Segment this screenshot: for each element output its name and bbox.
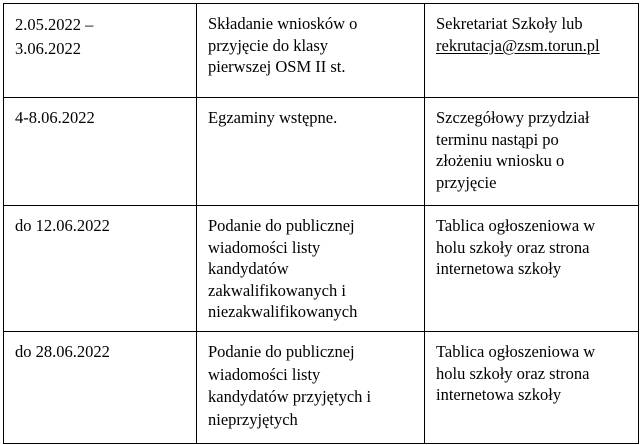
action-cell: Podanie do publicznej wiadomości listy kandydatów zakwalifikowanych i niezakwalifikowanych (197, 206, 425, 332)
date-cell: 2.05.2022 – 3.06.2022 (4, 4, 197, 98)
recruitment-schedule-table (3, 3, 639, 444)
action-cell: Składanie wniosków o przyjęcie do klasy pierwszej OSM II st. (197, 4, 425, 98)
table-row (4, 206, 639, 332)
table-row (4, 98, 639, 206)
email-link[interactable]: rekrutacja@zsm.torun.pl (436, 35, 600, 55)
date-cell: 4-8.06.2022 (4, 98, 197, 206)
action-cell: Podanie do publicznej wiadomości listy kandydatów przyjętych i nieprzyjętych (197, 332, 425, 444)
action-cell: Egzaminy wstępne. (197, 98, 425, 206)
location-cell: Tablica ogłoszeniowa w holu szkoły oraz strona internetowa szkoły (425, 206, 639, 332)
date-cell: do 28.06.2022 (4, 332, 197, 444)
table-row (4, 4, 639, 98)
table-row (4, 332, 639, 444)
date-cell: do 12.06.2022 (4, 206, 197, 332)
location-cell (425, 4, 639, 98)
location-cell: Tablica ogłoszeniowa w holu szkoły oraz strona internetowa szkoły (425, 332, 639, 444)
location-cell: Szczegółowy przydział terminu nastąpi po złożeniu wniosku o przyjęcie (425, 98, 639, 206)
location-text: Sekretariat Szkoły lub (436, 14, 583, 33)
